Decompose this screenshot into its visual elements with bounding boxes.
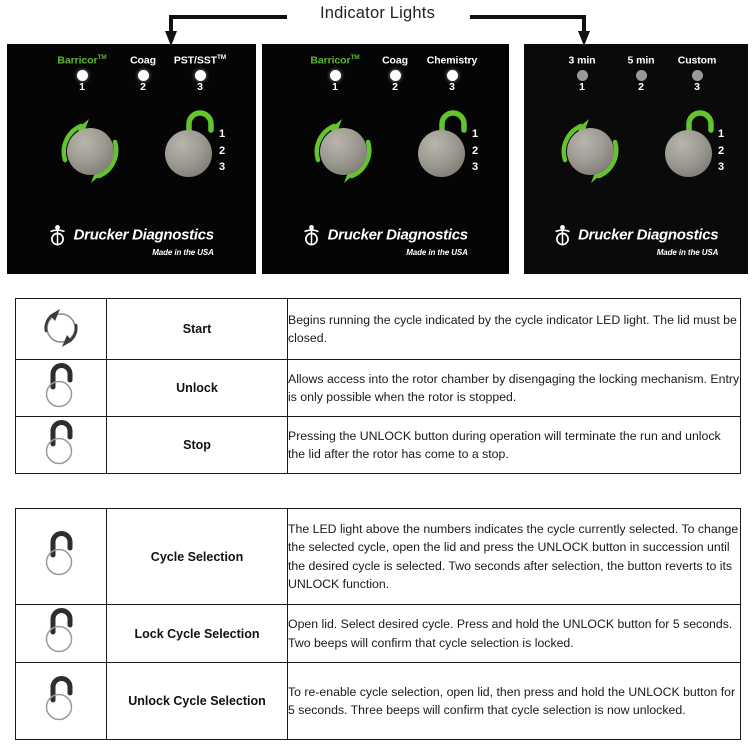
start-button[interactable]: [567, 128, 614, 175]
led-number: 2: [392, 80, 398, 93]
led-number: 2: [638, 80, 644, 93]
row-name-cell: [107, 605, 288, 663]
led-number: 3: [449, 80, 455, 93]
cycle-number: 1: [472, 128, 479, 140]
function-name: Unlock Cycle Selection: [128, 694, 266, 708]
led-number: 1: [332, 80, 338, 93]
led-number: 2: [140, 80, 146, 93]
row-icon-cell: [16, 605, 107, 663]
led-indicator: [577, 70, 588, 81]
row-name-cell: [107, 663, 288, 740]
led-indicator: [330, 70, 341, 81]
brand-name: Drucker Diagnostics: [73, 226, 214, 244]
brand-name: Drucker Diagnostics: [578, 226, 719, 244]
cycle-number: 1: [718, 128, 725, 140]
cycle-number: 3: [472, 161, 479, 173]
button-description: Begins running the cycle indicated by the cycle indicator LED light. The lid must be closed.: [288, 312, 737, 345]
led-indicator: [692, 70, 703, 81]
drucker-figure-icon: [554, 224, 571, 246]
cycle-number: 3: [718, 161, 725, 173]
brand-logo: [524, 224, 748, 260]
led-label-text: Coag: [382, 54, 408, 67]
control-panel-1: [7, 44, 256, 274]
led-group-3: [409, 52, 495, 93]
trademark-mark: TM: [97, 54, 107, 61]
start-button[interactable]: [67, 128, 114, 175]
brand-sublabel: Made in the USA: [152, 248, 214, 257]
row-name-cell: [107, 509, 288, 605]
panel-1-led-row: [7, 52, 256, 100]
button-description: Allows access into the rotor chamber by disengaging the locking mechanism. Entry is only possible when the rotor is stopped.: [288, 371, 740, 404]
led-indicator: [138, 70, 149, 81]
row-icon-cell: [16, 663, 107, 740]
led-number: 1: [579, 80, 585, 93]
cycle-number: 2: [219, 144, 226, 157]
button-functions-table: [15, 298, 741, 474]
callout-label: Indicator Lights: [319, 4, 436, 22]
row-icon-cell: [16, 299, 107, 360]
led-label-text: Custom: [677, 54, 717, 67]
row-description-cell: [288, 509, 741, 605]
drucker-figure-icon: [303, 224, 320, 246]
row-description-cell: [288, 360, 741, 417]
table-row: [16, 417, 741, 474]
led-group-3: [157, 52, 243, 93]
cycle-selection-table: [15, 508, 741, 740]
function-name: Lock Cycle Selection: [134, 626, 260, 641]
table-row: [16, 360, 741, 417]
table-row: [16, 605, 741, 663]
left-arrow-icon: [165, 17, 287, 46]
row-description-cell: [288, 417, 741, 474]
brand-logo: [262, 224, 509, 260]
control-panel-2: [262, 44, 509, 274]
led-indicator: [636, 70, 647, 81]
open-padlock-icon: [40, 418, 82, 468]
start-circular-arrows-icon: [36, 303, 86, 351]
unlock-button[interactable]: [165, 130, 212, 177]
row-name-cell: [107, 299, 288, 360]
function-description: The LED light above the numbers indicates the cycle currently selected. To change the selected cycle, open the lid and press the UNLOCK button in succession until the desired cycle is selected. Two seconds after selection, the button reverts to its UNLOCK function.: [288, 521, 739, 591]
led-indicator: [195, 70, 206, 81]
unlock-button[interactable]: [418, 130, 465, 177]
row-icon-cell: [16, 509, 107, 605]
brand-name: Drucker Diagnostics: [327, 226, 468, 244]
led-label-text: 3 min: [568, 54, 596, 67]
centrifuge-control-panels: [0, 44, 755, 274]
table-row: [16, 663, 741, 740]
function-description: To re-enable cycle selection, open lid, then press and hold the UNLOCK button for 5 seconds. Three beeps will confirm that cycle selection is now unlocked.: [288, 684, 736, 717]
cycle-number: 1: [219, 128, 226, 140]
open-padlock-icon: [40, 605, 82, 657]
cycle-number-list: [219, 126, 225, 176]
led-label-text: PST/SST: [173, 54, 217, 67]
control-panel-3: [524, 44, 748, 274]
function-name: Cycle Selection: [150, 549, 244, 564]
led-indicator: [447, 70, 458, 81]
led-label-text: Barricor: [57, 54, 98, 67]
row-name-cell: [107, 360, 288, 417]
row-icon-cell: [16, 417, 107, 474]
cycle-number: 2: [718, 144, 725, 157]
led-number: 3: [197, 80, 203, 93]
row-description-cell: [288, 663, 741, 740]
led-label-text: 5 min: [627, 54, 655, 67]
led-indicator: [77, 70, 88, 81]
row-name-cell: [107, 417, 288, 474]
button-description: Pressing the UNLOCK button during operation will terminate the run and unlock the lid after the rotor has come to a stop.: [288, 428, 721, 461]
panel-3-led-row: [524, 52, 748, 100]
row-description-cell: [288, 605, 741, 663]
unlock-button[interactable]: [665, 130, 712, 177]
cycle-number-list: [718, 126, 724, 176]
led-label-text: Coag: [130, 54, 156, 67]
cycle-number: 3: [219, 161, 226, 173]
function-description: Open lid. Select desired cycle. Press and hold the UNLOCK button for 5 seconds. Two beeps will confirm that cycle selection is locked.: [288, 617, 733, 650]
table-row: [16, 299, 741, 360]
open-padlock-icon: [40, 361, 82, 411]
trademark-mark: TM: [216, 54, 227, 61]
row-description-cell: [288, 299, 741, 360]
led-number: 3: [694, 80, 700, 93]
button-name: Unlock: [176, 381, 218, 395]
cycle-number-list: [472, 126, 478, 176]
led-number: 1: [79, 80, 85, 93]
right-arrow-icon: [470, 17, 590, 46]
drucker-figure-icon: [49, 224, 66, 246]
callout-arrows: [0, 0, 755, 48]
open-padlock-icon: [40, 673, 82, 725]
trademark-mark: TM: [350, 54, 360, 61]
open-padlock-icon: [40, 528, 82, 580]
table-row: [16, 509, 741, 605]
button-name: Start: [182, 322, 212, 336]
row-icon-cell: [16, 360, 107, 417]
led-group-3: [654, 52, 740, 93]
brand-sublabel: Made in the USA: [656, 248, 719, 257]
brand-sublabel: Made in the USA: [406, 248, 468, 257]
led-label-text: Barricor: [310, 54, 351, 67]
button-name: Stop: [183, 438, 211, 452]
led-label-text: Chemistry: [426, 54, 478, 67]
cycle-number: 2: [472, 144, 479, 157]
panel-2-led-row: [262, 52, 509, 100]
start-button[interactable]: [320, 128, 367, 175]
led-indicator: [390, 70, 401, 81]
brand-logo: [7, 224, 256, 260]
